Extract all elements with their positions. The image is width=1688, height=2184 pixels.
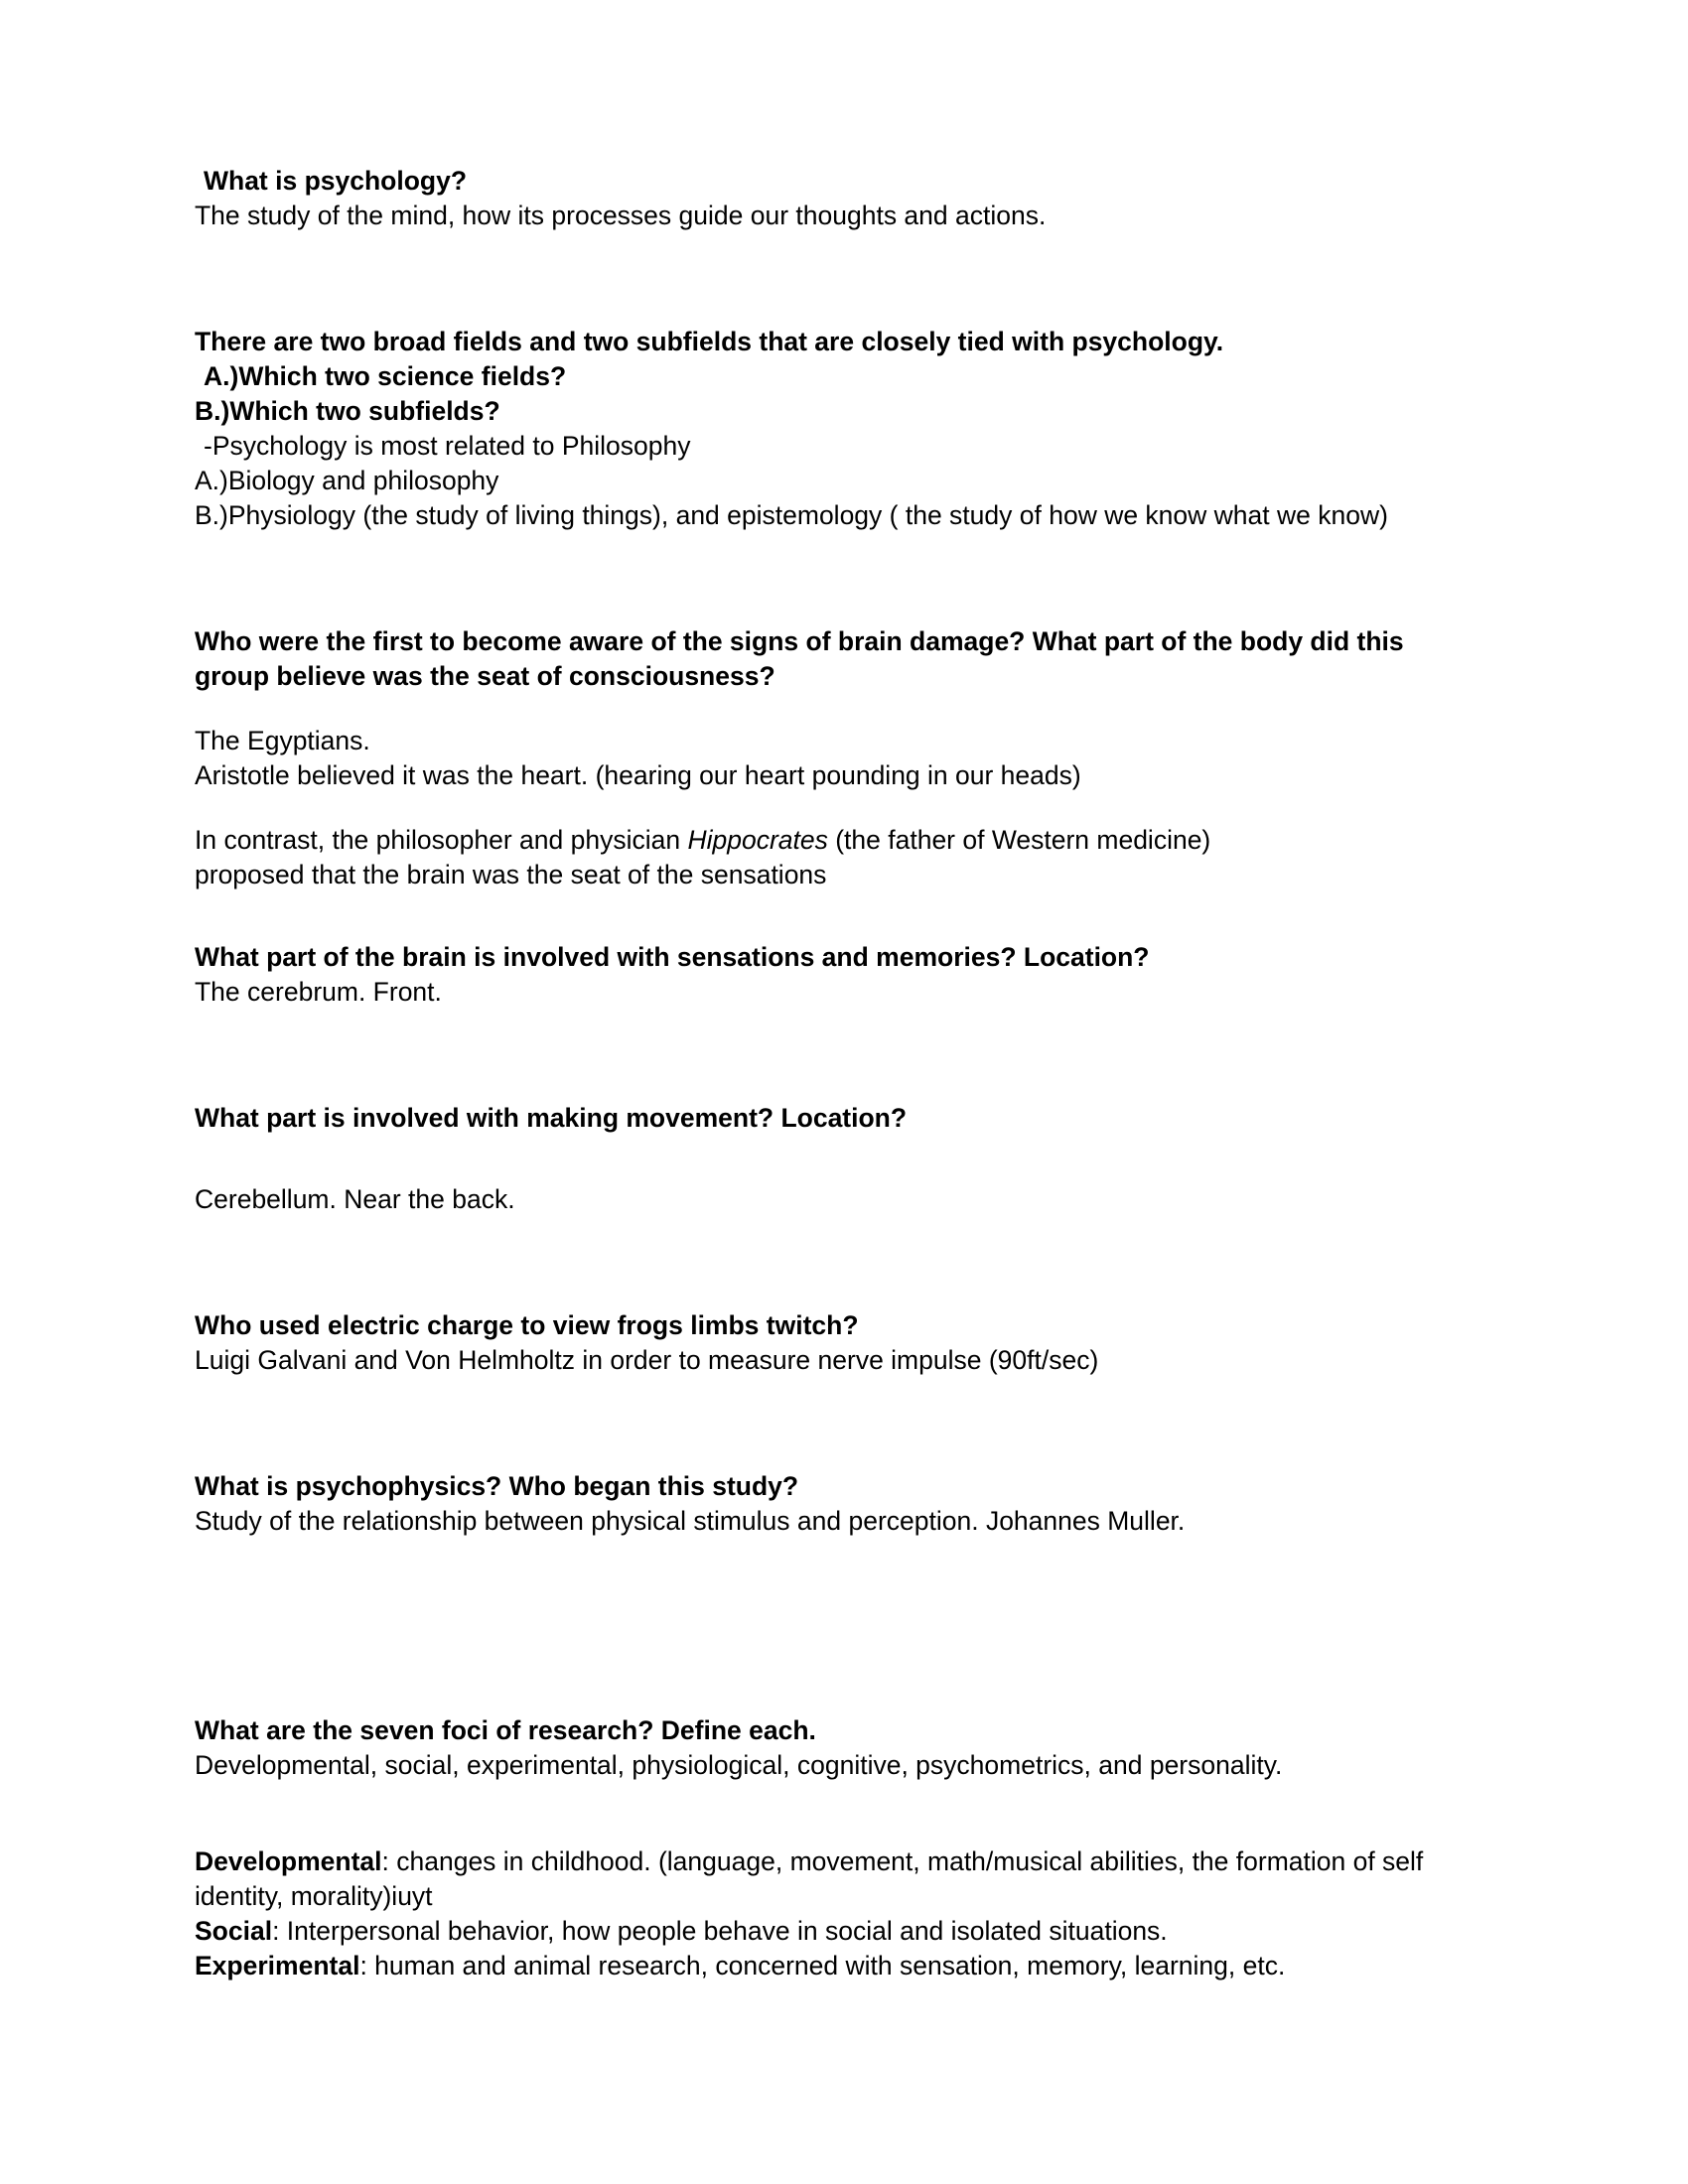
definition-experimental — [195, 1949, 1485, 1983]
section-brain-damage-awareness — [195, 624, 1485, 892]
definition-term-developmental: Developmental — [195, 1846, 382, 1877]
question-science-fields: A.)Which two science fields? — [204, 360, 567, 391]
section-what-is-psychology — [195, 164, 1485, 233]
definition-text-developmental: : changes in childhood. (language, movement, math/musical abilities, the formation of self identity, morality)iuyt — [195, 1846, 1431, 1912]
answer-physiology-epistemology: B.)Physiology (the study of living things), and epistemology ( the study of how we know what we know) — [195, 499, 1388, 530]
answer-psychophysics: Study of the relationship between physical stimulus and perception. Johannes Muller. — [195, 1506, 1186, 1537]
question-psychophysics: What is psychophysics? Who began this study? — [195, 1471, 799, 1502]
paragraph-spacer — [195, 1135, 1485, 1182]
question-fields-intro: There are two broad fields and two subfields that are closely tied with psychology. — [195, 326, 1224, 356]
document-content — [195, 164, 1485, 1983]
answer-aristotle: Aristotle believed it was the heart. (hearing our heart pounding in our heads) — [195, 759, 1081, 790]
question-brain-damage: Who were the first to become aware of the signs of brain damage? What part of the body did this group believe was the seat of consciousness? — [195, 625, 1412, 691]
question-electric-charge: Who used electric charge to view frogs limbs twitch? — [195, 1310, 859, 1341]
section-cerebrum — [195, 940, 1485, 1010]
question-cerebrum: What part of the brain is involved with sensations and memories? Location? — [195, 941, 1150, 972]
section-fields-and-subfields — [195, 325, 1485, 533]
answer-egyptians: The Egyptians. — [195, 725, 370, 755]
answer-cerebrum: The cerebrum. Front. — [195, 976, 442, 1007]
question-subfields: B.)Which two subfields? — [195, 395, 500, 426]
section-seven-foci — [195, 1713, 1485, 1783]
section-spacer — [195, 1378, 1485, 1469]
hippocrates-suffix: (the father of Western medicine) — [827, 824, 1211, 855]
question-cerebellum: What part is involved with making movement? Location? — [195, 1102, 908, 1133]
definition-text-experimental: : human and animal research, concerned with sensation, memory, learning, etc. — [359, 1951, 1286, 1981]
definitions-list — [195, 1844, 1485, 1983]
answer-biology-philosophy: A.)Biology and philosophy — [195, 465, 499, 495]
definition-developmental — [195, 1844, 1485, 1914]
answer-galvani-helmholtz: Luigi Galvani and Von Helmholtz in order to measure nerve impulse (90ft/sec) — [195, 1345, 1099, 1376]
definition-term-experimental: Experimental — [195, 1951, 360, 1981]
paragraph-spacer — [195, 694, 1485, 724]
section-spacer — [195, 533, 1485, 624]
section-spacer — [195, 1783, 1485, 1844]
section-spacer — [195, 1539, 1485, 1666]
paragraph-spacer — [195, 793, 1485, 823]
section-electric-charge-frogs — [195, 1308, 1485, 1378]
question-what-is-psychology: What is psychology? — [204, 166, 468, 196]
section-spacer — [195, 1010, 1485, 1101]
section-spacer — [195, 1217, 1485, 1308]
section-spacer — [195, 233, 1485, 325]
definition-text-social: : Interpersonal behavior, how people behave in social and isolated situations. — [272, 1916, 1168, 1947]
definition-term-social: Social — [195, 1916, 273, 1947]
answer-psychology-philosophy: -Psychology is most related to Philosophy — [204, 430, 691, 461]
answer-cerebellum: Cerebellum. Near the back. — [195, 1184, 515, 1215]
section-psychophysics — [195, 1469, 1485, 1539]
section-spacer — [195, 1666, 1485, 1713]
answer-brain-seat-sensations: proposed that the brain was the seat of the sensations — [195, 859, 827, 889]
answer-seven-foci: Developmental, social, experimental, physiological, cognitive, psychometrics, and personality. — [195, 1750, 1283, 1781]
answer-what-is-psychology: The study of the mind, how its processes guide our thoughts and actions. — [195, 200, 1047, 230]
hippocrates-prefix: In contrast, the philosopher and physician — [195, 824, 688, 855]
definition-social — [195, 1914, 1485, 1949]
question-seven-foci: What are the seven foci of research? Define each. — [195, 1715, 816, 1746]
section-spacer — [195, 892, 1485, 940]
hippocrates-name: Hippocrates — [687, 824, 828, 855]
section-cerebellum — [195, 1101, 1485, 1218]
answer-hippocrates — [195, 823, 1485, 858]
